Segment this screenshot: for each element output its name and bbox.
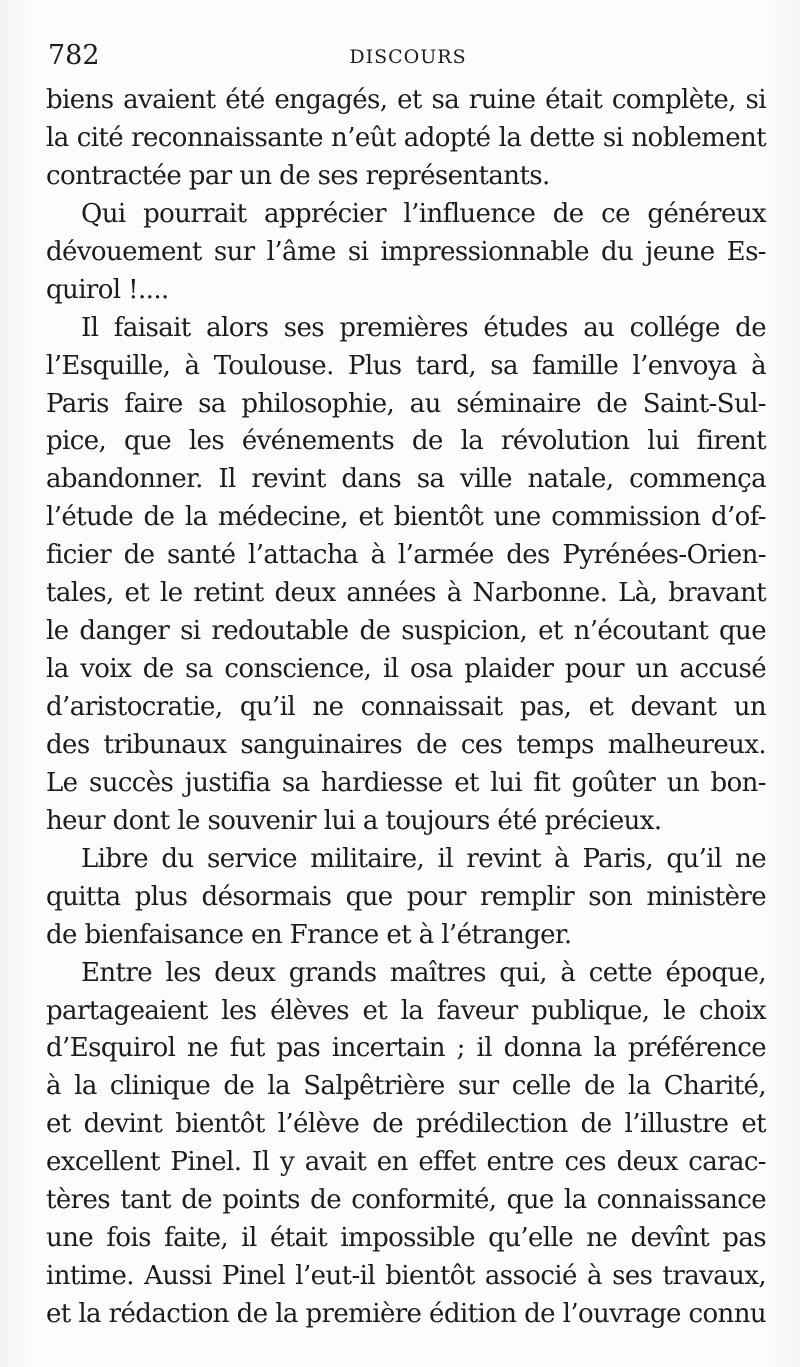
text-line: Libre du service militaire, il revint à Paris, qu’il ne bbox=[81, 843, 766, 874]
text-line: contractée par un de ses représentants. bbox=[46, 160, 550, 191]
text-line: excellent Pinel. Il y avait en effet entre ces deux carac- bbox=[46, 1147, 766, 1178]
text-line: Entre les deux grands maîtres qui, à cette époque, bbox=[81, 957, 766, 988]
body-text bbox=[46, 82, 766, 1334]
text-line: ficier de santé l’attacha à l’armée des Pyrénées-Orien- bbox=[46, 540, 766, 571]
text-line: le danger si redoutable de suspicion, et n’écoutant que bbox=[46, 616, 766, 647]
text-line: d’Esquirol ne fut pas incertain ; il donna la préférence bbox=[46, 1033, 766, 1064]
text-line: la voix de sa conscience, il osa plaider pour un accusé bbox=[46, 654, 766, 685]
text-line: une fois faite, il était impossible qu’elle ne devînt pas bbox=[46, 1223, 766, 1254]
page-header bbox=[48, 40, 768, 80]
text-line: Il faisait alors ses premières études au collége de bbox=[81, 312, 766, 343]
text-line: des tribunaux sanguinaires de ces temps malheureux. bbox=[46, 729, 766, 760]
text-line: et devint bientôt l’élève de prédilection de l’illustre et bbox=[46, 1109, 766, 1140]
page-number: 782 bbox=[48, 40, 100, 71]
text-line: tères tant de points de conformité, que la connaissance bbox=[46, 1185, 766, 1216]
text-line: l’étude de la médecine, et bientôt une commission d’of- bbox=[46, 502, 766, 533]
text-line: Paris faire sa philosophie, au séminaire de Saint-Sul- bbox=[46, 388, 766, 419]
text-line: Qui pourrait apprécier l’influence de ce généreux bbox=[81, 198, 766, 229]
text-line: la cité reconnaissante n’eût adopté la dette si noblement bbox=[46, 122, 766, 153]
text-line: d’aristocratie, qu’il ne connaissait pas, et devant un bbox=[46, 692, 766, 722]
text-line: partageaient les élèves et la faveur publique, le choix bbox=[46, 995, 766, 1026]
text-line: quitta plus désormais que pour remplir son ministère bbox=[46, 881, 766, 912]
text-line: dévouement sur l’âme si impressionnable du jeune Es- bbox=[46, 236, 766, 267]
text-line: pice, que les événements de la révolution lui firent bbox=[46, 426, 766, 457]
text-line: à la clinique de la Salpêtrière sur celle de la Charité, bbox=[46, 1071, 766, 1102]
text-line: abandonner. Il revint dans sa ville natale, commença bbox=[46, 464, 766, 495]
text-line: heur dont le souvenir lui a toujours été précieux. bbox=[46, 805, 662, 836]
text-line: tales, et le retint deux années à Narbonne. Là, bravant bbox=[46, 578, 766, 609]
text-line: et la rédaction de la première édition de l’ouvrage connu bbox=[46, 1299, 766, 1329]
text-line: Le succès justifia sa hardiesse et lui fit goûter un bon- bbox=[46, 767, 766, 798]
text-line: biens avaient été engagés, et sa ruine était complète, si bbox=[46, 85, 766, 115]
text-line: quirol !.... bbox=[46, 274, 169, 305]
text-line: intime. Aussi Pinel l’eut-il bientôt associé à ses travaux, bbox=[46, 1261, 766, 1292]
running-title: DISCOURS bbox=[349, 46, 467, 68]
text-line: l’Esquille, à Toulouse. Plus tard, sa famille l’envoya à bbox=[46, 350, 766, 381]
text-line: de bienfaisance en France et à l’étranger. bbox=[46, 919, 572, 950]
